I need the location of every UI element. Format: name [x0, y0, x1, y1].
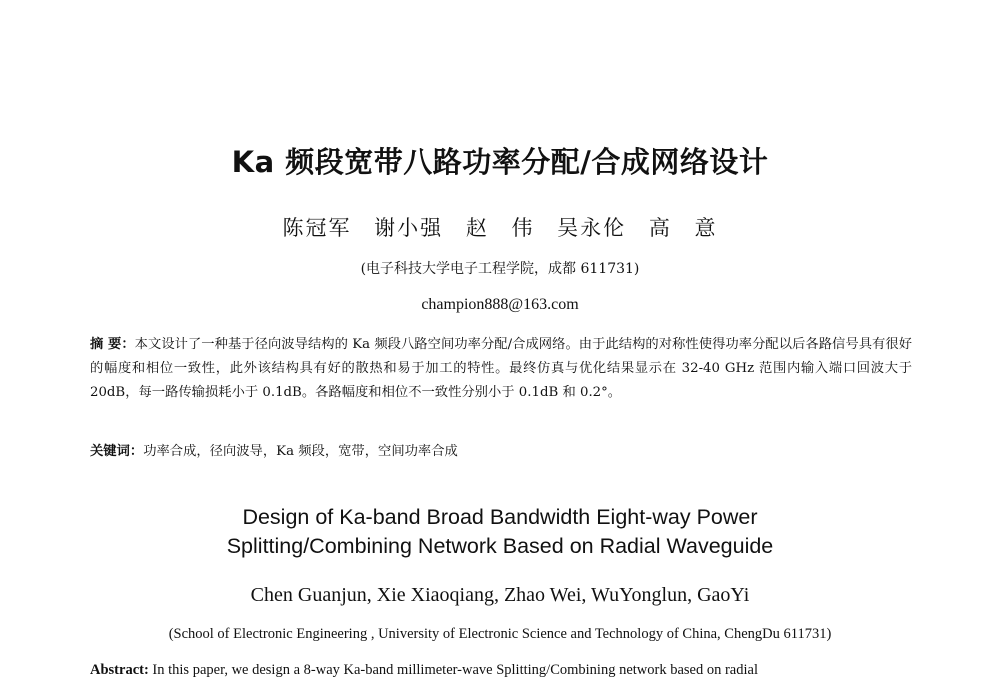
english-authors: Chen Guanjun, Xie Xiaoqiang, Zhao Wei, WuYonglun, GaoYi	[250, 584, 750, 606]
chinese-keywords-text: 功率合成，径向波导，Ka 频段，宽带，空间功率合成	[143, 444, 458, 459]
english-title-line-1: Design of Ka-band Broad Bandwidth Eight-way Power	[242, 505, 758, 529]
english-abstract-label: Abstract:	[90, 662, 149, 678]
english-abstract-text: In this paper, we design a 8-way Ka-band millimeter-wave Splitting/Combining network based on radial	[152, 662, 758, 678]
chinese-abstract	[90, 333, 912, 405]
english-title-line-2: Splitting/Combining Network Based on Radial Waveguide	[226, 534, 774, 558]
chinese-authors: 陈冠军 谢小强 赵 伟 吴永伦 高 意	[282, 216, 718, 240]
chinese-keywords-label: 关键词：	[90, 444, 144, 459]
english-abstract	[90, 662, 912, 679]
chinese-title: Ka 频段宽带八路功率分配/合成网络设计	[231, 145, 769, 179]
english-affiliation: (School of Electronic Engineering , University of Electronic Science and Technology of China, ChengDu 611731)	[168, 626, 832, 642]
chinese-affiliation: (电子科技大学电子工程学院，成都 611731)	[360, 261, 640, 277]
chinese-keywords	[90, 440, 458, 459]
chinese-abstract-label: 摘 要：	[90, 337, 135, 352]
english-title	[0, 503, 1000, 561]
chinese-abstract-text: 本文设计了一种基于径向波导结构的 Ka 频段八路空间功率分配/合成网络。由于此结构的对称性使得功率分配以后各路信号具有很好的幅度和相位一致性，此外该结构具有好的散热和易于加工的特性。最终仿真与优化结果显示在 32-40 GHz 范围内输入端口回波大于 20dB，每一路传输损耗小于 0.1dB。各路幅度和相位不一致性分别小于 0.1dB 和 0.2°。	[90, 337, 912, 400]
author-email: champion888@163.com	[421, 296, 579, 313]
